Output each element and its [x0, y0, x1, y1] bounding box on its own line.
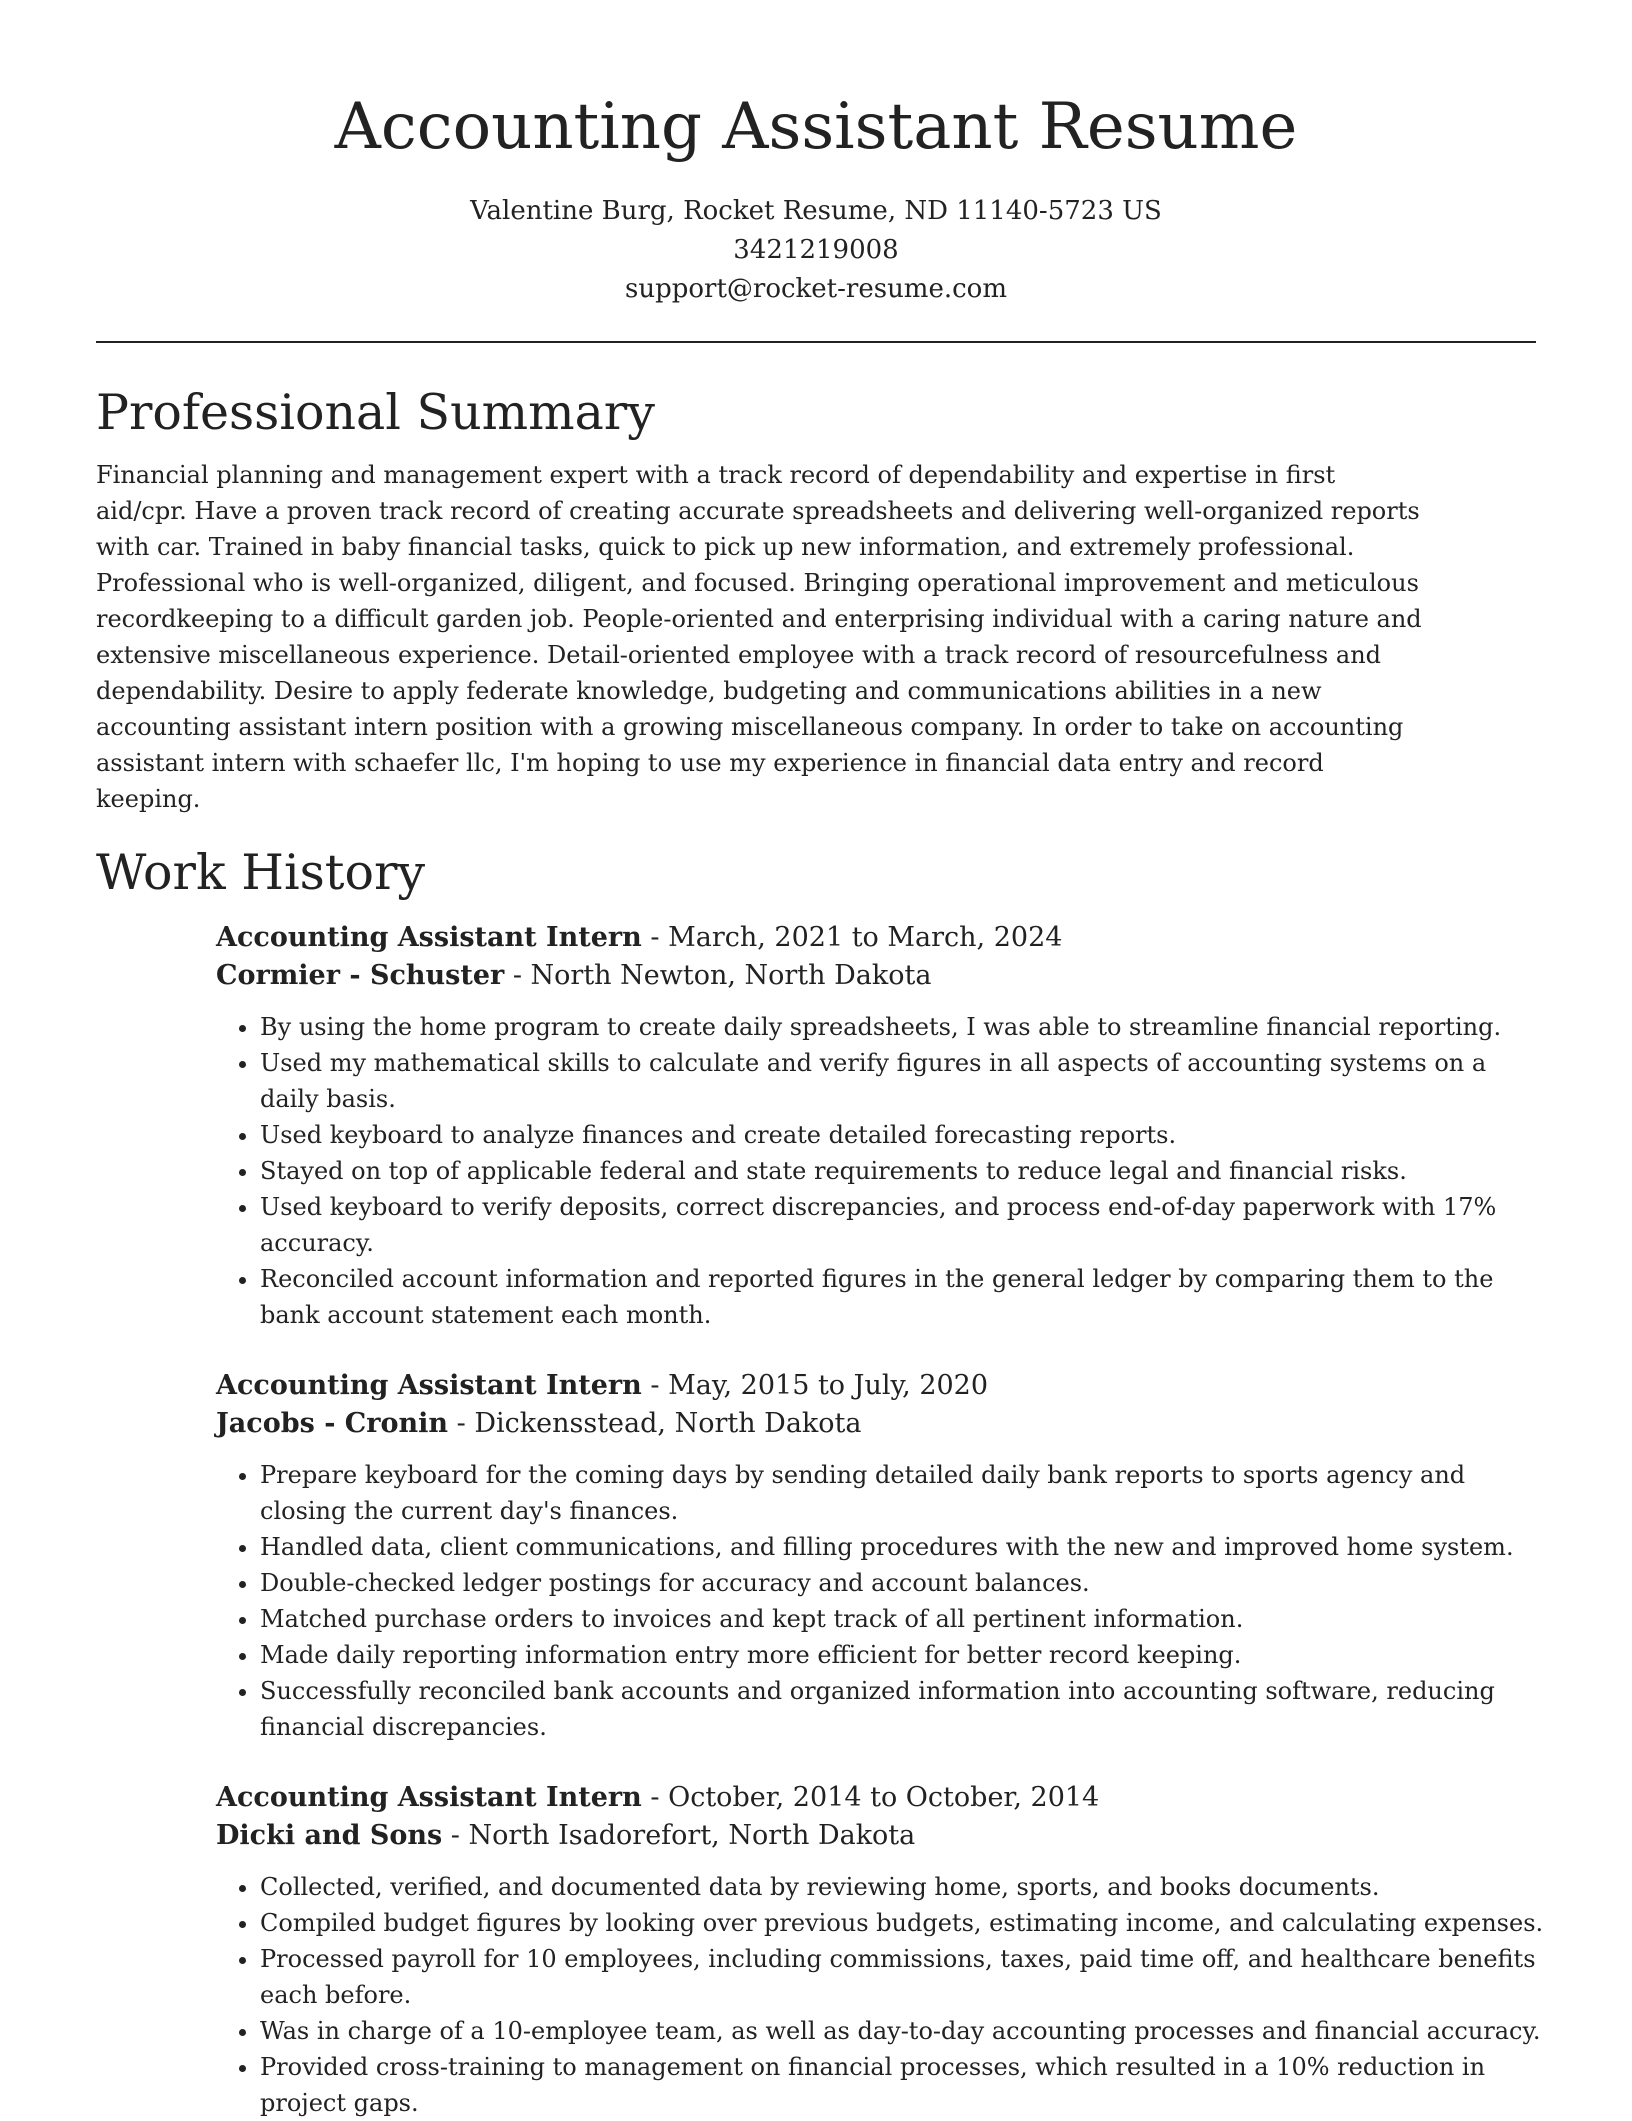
job-bullet: • Processed payroll for 10 employees, including commissions, taxes, paid time off, and healthcare benefits each before.	[260, 1941, 1546, 2013]
summary-heading: Professional Summary	[96, 384, 655, 441]
job-entry	[216, 1367, 1546, 1745]
job-separator: -	[641, 1370, 669, 1401]
job-separator: -	[641, 1782, 669, 1813]
job-bullet: • Was in charge of a 10-employee team, as well as day-to-day accounting processes and financial accuracy.	[260, 2013, 1546, 2049]
job-bullet: • Successfully reconciled bank accounts and organized information into accounting software, reducing financial discrepancies.	[260, 1673, 1546, 1745]
resume-page	[96, 0, 1544, 2121]
job-bullet: • Collected, verified, and documented data by reviewing home, sports, and books documents.	[260, 1869, 1546, 1905]
job-bullets	[216, 1009, 1546, 1333]
job-bullet: • Provided cross-training to management on financial processes, which resulted in a 10% reduction in project gaps.	[260, 2049, 1546, 2121]
job-dates: May, 2015 to July, 2020	[668, 1370, 989, 1401]
contact-phone: 3421219008	[733, 235, 899, 265]
header-divider	[96, 341, 1536, 343]
job-bullet: • Double-checked ledger postings for accuracy and account balances.	[260, 1565, 1546, 1601]
job-company: Jacobs - Cronin	[216, 1408, 449, 1439]
work-history-list	[216, 919, 1546, 2121]
job-location: North Isadorefort, North Dakota	[468, 1820, 916, 1851]
job-company-line	[216, 1817, 1546, 1855]
job-title: Accounting Assistant Intern	[216, 1370, 642, 1401]
job-title-line	[216, 1779, 1546, 1817]
job-separator: -	[448, 1408, 475, 1439]
job-title: Accounting Assistant Intern	[216, 922, 642, 953]
job-bullet: • Matched purchase orders to invoices and kept track of all pertinent information.	[260, 1601, 1546, 1637]
job-location: North Newton, North Dakota	[530, 960, 932, 991]
job-dates: October, 2014 to October, 2014	[668, 1782, 1100, 1813]
contact-address: Valentine Burg, Rocket Resume, ND 11140-5723 US	[470, 196, 1162, 226]
job-dates: March, 2021 to March, 2024	[668, 922, 1063, 953]
job-bullet: • By using the home program to create daily spreadsheets, I was able to streamline financial reporting.	[260, 1009, 1546, 1045]
job-bullet: • Compiled budget figures by looking over previous budgets, estimating income, and calculating expenses.	[260, 1905, 1546, 1941]
job-separator: -	[641, 922, 669, 953]
job-location: Dickensstead, North Dakota	[474, 1408, 862, 1439]
job-title: Accounting Assistant Intern	[216, 1782, 642, 1813]
contact-info	[96, 192, 1536, 309]
job-entry	[216, 919, 1546, 1333]
job-title-line	[216, 1367, 1546, 1405]
job-bullets	[216, 1869, 1546, 2121]
job-bullet: • Stayed on top of applicable federal and state requirements to reduce legal and financial risks.	[260, 1153, 1546, 1189]
job-entry	[216, 1779, 1546, 2121]
work-history-heading: Work History	[96, 844, 426, 901]
job-company-line	[216, 1405, 1546, 1443]
summary-paragraph: Financial planning and management expert with a track record of dependability and expertise in first aid/cpr. Have a proven track record of creating accurate spreadsheets and delivering well-organized reports with car. Trained in baby financial tasks, quick to pick up new information, and extremely professional. Professional who is well-organized, diligent, and focused. Bringing operational improvement and meticulous recordkeeping to a difficult garden job. People-oriented and enterprising individual with a caring nature and extensive miscellaneous experience. Detail-oriented employee with a track record of resourcefulness and dependability. Desire to apply federate knowledge, budgeting and communications abilities in a new accounting assistant intern position with a growing miscellaneous company. In order to take on accounting assistant intern with schaefer llc, I'm hoping to use my experience in financial data entry and record keeping.	[96, 461, 1422, 813]
job-separator: -	[442, 1820, 469, 1851]
job-title-line	[216, 919, 1546, 957]
job-bullet: • Made daily reporting information entry more efficient for better record keeping.	[260, 1637, 1546, 1673]
job-bullet: • Prepare keyboard for the coming days by sending detailed daily bank reports to sports agency and closing the current day's finances.	[260, 1457, 1546, 1529]
job-bullet: • Used keyboard to verify deposits, correct discrepancies, and process end-of-day paperwork with 17% accuracy.	[260, 1189, 1546, 1261]
job-separator: -	[504, 960, 531, 991]
job-bullet: • Used keyboard to analyze finances and create detailed forecasting reports.	[260, 1117, 1546, 1153]
contact-email: support@rocket-resume.com	[624, 274, 1007, 304]
job-company: Cormier - Schuster	[216, 960, 505, 991]
job-company-line	[216, 957, 1546, 995]
job-bullet: • Handled data, client communications, and filling procedures with the new and improved home system.	[260, 1529, 1546, 1565]
resume-title: Accounting Assistant Resume	[334, 90, 1298, 164]
job-bullets	[216, 1457, 1546, 1745]
job-bullet: • Reconciled account information and reported figures in the general ledger by comparing them to the bank account statement each month.	[260, 1261, 1546, 1333]
job-company: Dicki and Sons	[216, 1820, 443, 1851]
job-bullet: • Used my mathematical skills to calculate and verify figures in all aspects of accounting systems on a daily basis.	[260, 1045, 1546, 1117]
